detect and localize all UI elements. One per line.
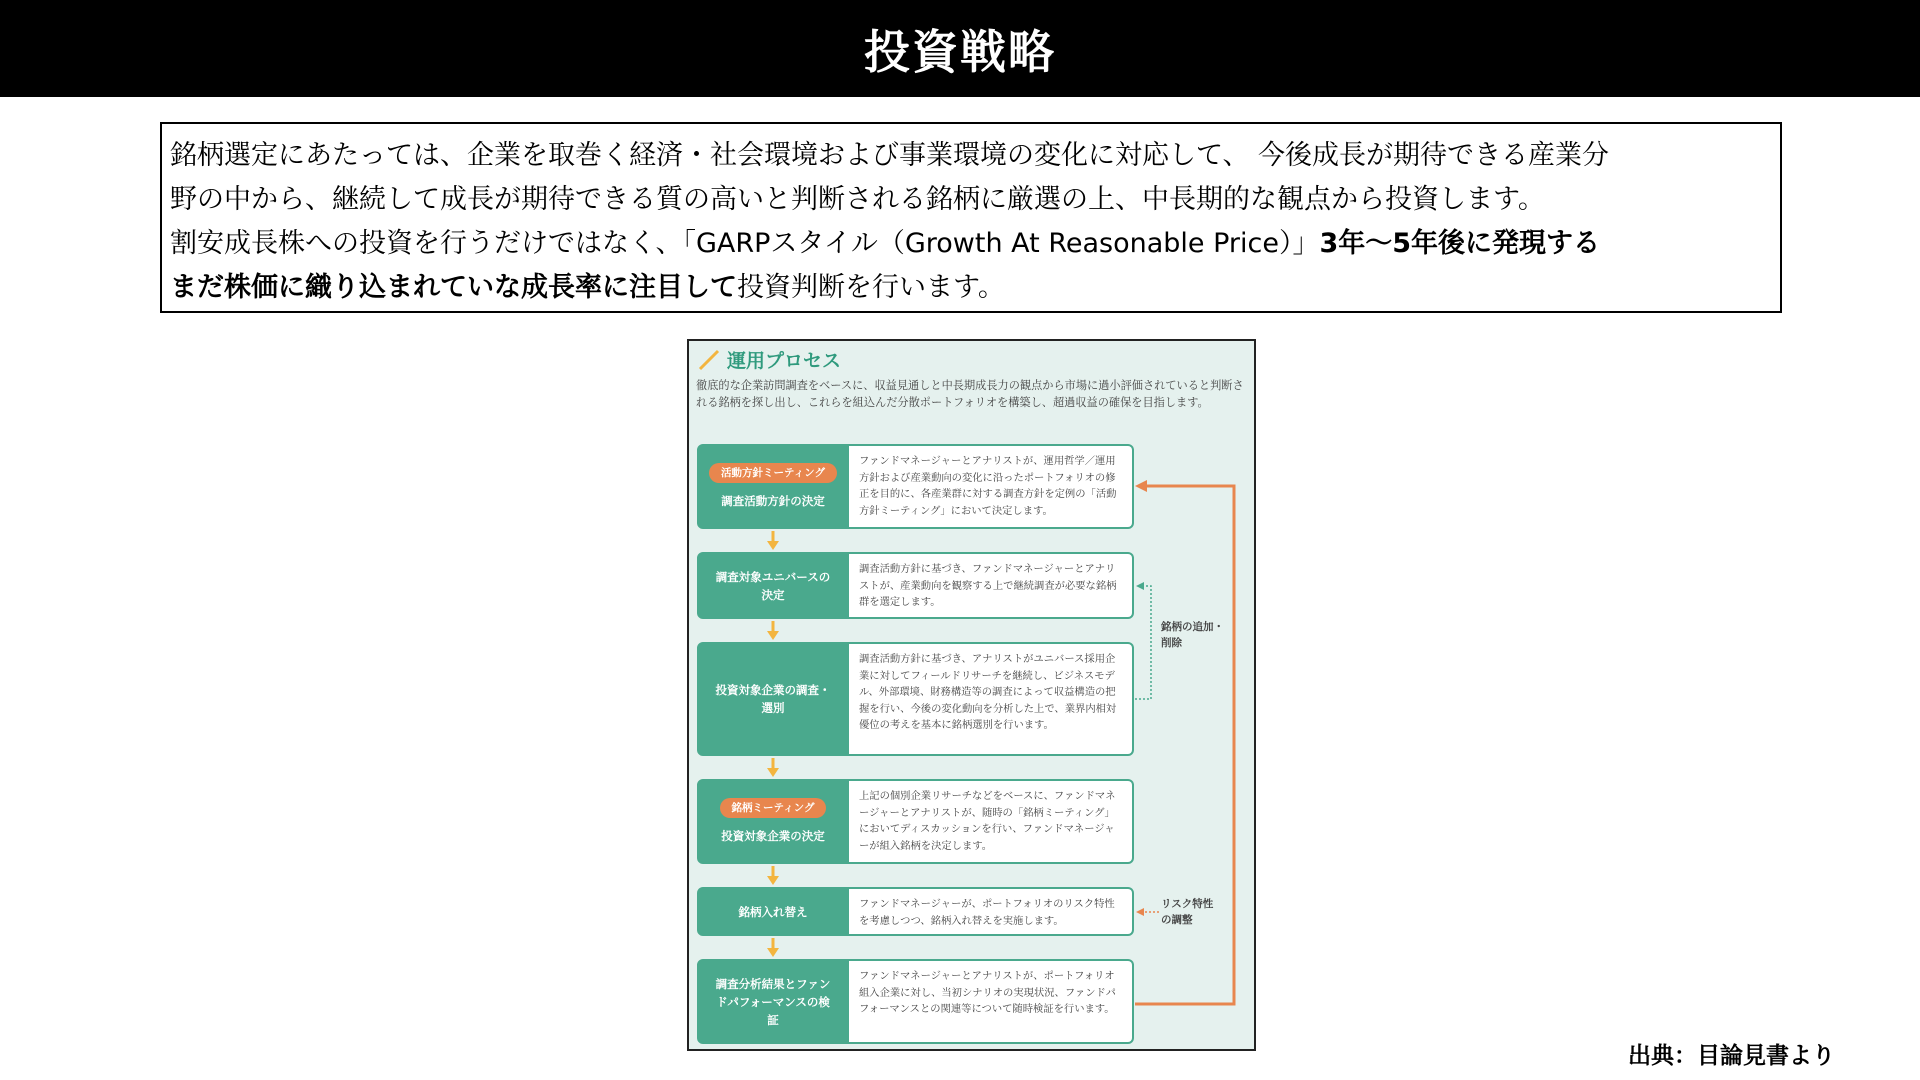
process-title: 運用プロセス (727, 350, 842, 372)
risk-arrow-icon (1136, 908, 1159, 916)
page-title: 投資戦略 (864, 24, 1056, 79)
step-6-text: ファンドマネージャーとアナリストが、ポートフォリオ組入企業に対し、当初シナリオの実現状況、ファンドパフォーマンスとの関連等について随時検証を行います。 (849, 959, 1134, 1044)
step-1-label: 調査活動方針の決定 (721, 494, 825, 508)
step-4-label: 投資対象企業の決定 (721, 829, 825, 843)
intro-line-2: 野の中から、継続して成長が期待できる質の高いと判断される銘柄に厳選の上、中長期的な観点から投資します。 (170, 184, 1545, 215)
intro-line-4-plain: 投資判断を行います。 (737, 272, 1005, 303)
intro-line-3-plain: 割安成長株への投資を行うだけではなく、「GARPスタイル（Growth At Reasonable Price）」 (170, 228, 1320, 259)
process-description: 徹底的な企業訪問調査をベースに、収益見通しと中長期成長力の観点から市場に過小評価されていると判断される銘柄を探し出し、これらを組込んだ分散ポートフォリオを構築し、超過収益の確保を目指します。 (696, 379, 1244, 409)
step-6-label: 調査分析結果とファンドパフォーマンスの検証 (715, 976, 831, 1027)
add-remove-arrow-icon (1135, 582, 1151, 699)
side-label-risk: リスク特性の調整 (1161, 898, 1214, 926)
step-1-pill: 活動方針ミーティング (709, 463, 837, 483)
title-bar (0, 0, 1920, 97)
intro-line-1: 銘柄選定にあたっては、企業を取巻く経済・社会環境および事業環境の変化に対応して、 今後成長が期待できる産業分 (170, 140, 1610, 171)
process-arrows (689, 341, 1256, 1051)
side-label-add-remove: 銘柄の追加・削除 (1161, 621, 1224, 649)
step-1-text: ファンドマネージャーとアナリストが、運用哲学／運用方針および産業動向の変化に沿ったポートフォリオの修正を目的に、各産業群に対する調査方針を定例の「活動方針ミーティング」において決定します。 (849, 444, 1134, 529)
source-note: 出典：目論見書より (1628, 1043, 1835, 1069)
intro-line-3 (170, 222, 1772, 266)
process-panel (687, 339, 1256, 1051)
step-2-label: 調査対象ユニバースの決定 (715, 569, 831, 602)
down-arrow-icon (767, 531, 779, 957)
intro-line-3-bold: 3年〜5年後に発現する (1319, 228, 1601, 259)
step-3-text: 調査活動方針に基づき、アナリストがユニバース採用企業に対してフィールドリサーチを継続し、ビジネスモデル、外部環境、財務構造等の調査によって収益構造の把握を行い、今後の変化動向を分析した上で、業界内相対優位の考えを基本に銘柄選別を行います。 (849, 642, 1134, 756)
intro-line-4 (170, 266, 1772, 310)
intro-line-4-bold: まだ株価に織り込まれていな成長率に注目して (170, 272, 737, 303)
step-4-pill: 銘柄ミーティング (720, 798, 827, 818)
step-2-text: 調査活動方針に基づき、ファンドマネージャーとアナリストが、産業動向を観察する上で継続調査が必要な銘柄群を選定します。 (849, 552, 1134, 619)
step-4-text: 上記の個別企業リサーチなどをベースに、ファンドマネージャーとアナリストが、随時の「銘柄ミーティング」においてディスカッションを行い、ファンドマネージャーが組入銘柄を決定します。 (849, 779, 1134, 864)
step-5-label: 銘柄入れ替え (738, 904, 808, 919)
intro-box (160, 122, 1782, 313)
step-5-text: ファンドマネージャーが、ポートフォリオのリスク特性を考慮しつつ、銘柄入れ替えを実施します。 (849, 887, 1134, 936)
step-3-label: 投資対象企業の調査・選別 (715, 683, 831, 715)
